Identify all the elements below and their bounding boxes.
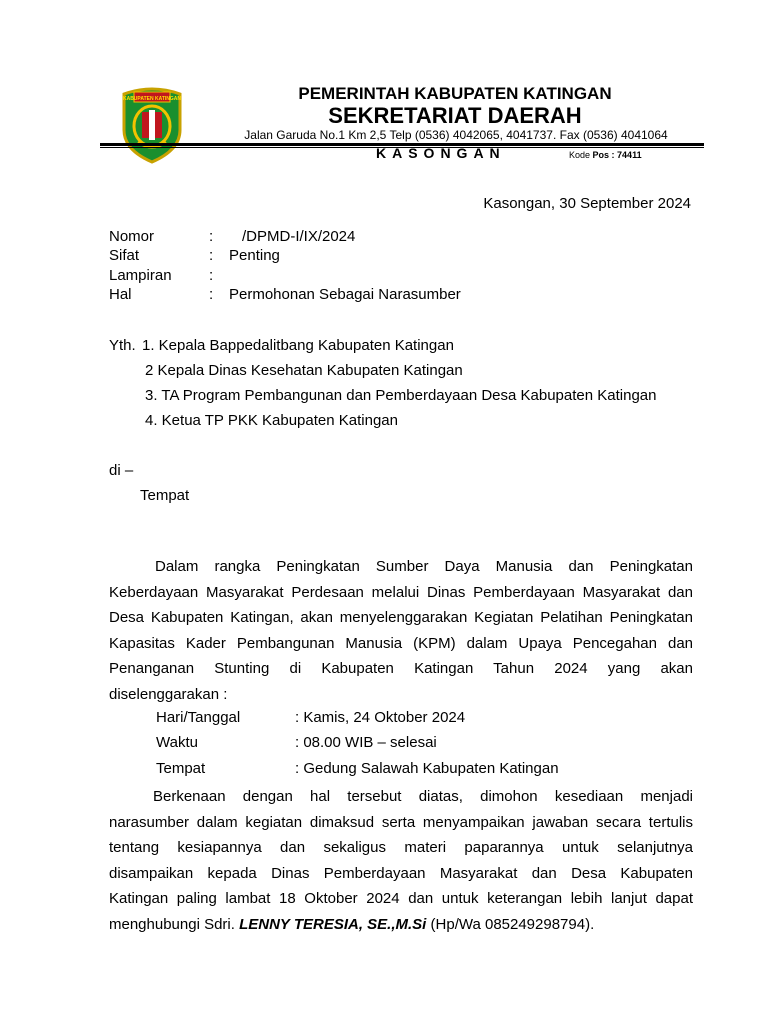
recipient-item: 4. Ketua TP PKK Kabupaten Katingan <box>145 412 398 429</box>
schedule-value-date: : Kamis, 24 Oktober 2024 <box>295 709 466 726</box>
postal-label: Kode <box>569 150 591 160</box>
letter-date: Kasongan, 30 September 2024 <box>483 195 691 212</box>
recipient-di: di – <box>109 462 134 479</box>
contact-line <box>109 912 693 938</box>
paragraph-line: diselenggarakan : <box>109 685 228 703</box>
body-paragraph-2 <box>109 784 693 937</box>
meta-value-hal: Permohonan Sebagai Narasumber <box>229 286 461 303</box>
recipient-prefix: Yth. <box>109 337 136 354</box>
schedule-label-time: Waktu <box>156 734 198 751</box>
meta-label-lampiran: Lampiran <box>109 267 172 284</box>
recipient-place: Tempat <box>140 487 190 504</box>
office-address: Jalan Garuda No.1 Km 2,5 Telp (0536) 4042065, 4041737. Fax (0536) 4041064 <box>244 128 668 142</box>
meta-sep-sifat: : <box>209 247 214 264</box>
paragraph-line: Desa Kabupaten Katingan, akan menyelenggarakan Kegiatan Pelatihan Peningkatan <box>109 609 693 626</box>
paragraph-line: Penanganan Stunting di Kabupaten Katingan Tahun 2024 yang akan <box>109 660 693 677</box>
paragraph-line: Keberdayaan Masyarakat Perdesaan melalui Dinas Pemberdayaan Masyarakat dan <box>109 583 693 601</box>
paragraph-line: Katingan paling lambat 18 Oktober 2024 dan untuk keterangan lebih lanjut dapat <box>109 890 693 907</box>
paragraph-line: disampaikan kepada Dinas Pemberdayaan Masyarakat dan Desa Kabupaten <box>109 864 693 882</box>
regency-logo <box>120 86 184 164</box>
schedule-value-time: : 08.00 WIB – selesai <box>295 734 437 751</box>
contact-name: LENNY TERESIA, SE.,M.Si <box>239 915 427 933</box>
meta-label-hal: Hal <box>109 286 132 303</box>
recipient-item: 1. Kepala Bappedalitbang Kabupaten Katingan <box>142 337 454 354</box>
schedule-label-date: Hari/Tanggal <box>156 709 241 726</box>
meta-sep-lampiran: : <box>209 267 214 284</box>
schedule-label-place: Tempat <box>156 760 206 777</box>
postal-code <box>569 150 642 160</box>
postal-value: Pos : 74411 <box>592 150 642 160</box>
office-name: SEKRETARIAT DAERAH <box>328 103 582 128</box>
logo-text: KABUPATEN KATINGAN <box>122 96 182 102</box>
paragraph-line: narasumber dalam kegiatan dimaksud serta menyampaikan jawaban secara tertulis <box>109 813 693 831</box>
meta-value-sifat: Penting <box>229 247 280 264</box>
government-name: PEMERINTAH KABUPATEN KATINGAN <box>298 84 612 103</box>
paragraph-line: Berkenaan dengan hal tersebut diatas, dimohon kesediaan menjadi <box>153 788 693 805</box>
contact-prefix: menghubungi Sdri. <box>109 915 240 933</box>
meta-value-nomor: /DPMD-I/IX/2024 <box>242 228 356 245</box>
meta-label-sifat: Sifat <box>109 247 140 264</box>
contact-suffix: (Hp/Wa 085249298794). <box>426 915 595 933</box>
recipient-item: 2 Kepala Dinas Kesehatan Kabupaten Katingan <box>145 362 463 379</box>
schedule-value-place: : Gedung Salawah Kabupaten Katingan <box>295 760 559 777</box>
paragraph-line: Dalam rangka Peningkatan Sumber Daya Manusia dan Peningkatan <box>155 558 693 575</box>
paragraph-line: tentang kesiapannya dan sekaligus materi paparannya untuk selanjutnya <box>109 839 693 856</box>
paragraph-line: Kapasitas Kader Pembangunan Manusia (KPM) dalam Upaya Pencegahan dan <box>109 634 693 652</box>
meta-sep-hal: : <box>209 286 214 303</box>
city-name: KASONGAN <box>376 145 506 161</box>
body-paragraph-1 <box>109 554 693 707</box>
meta-label-nomor: Nomor <box>109 228 155 245</box>
meta-sep-nomor: : <box>209 228 214 245</box>
recipient-item: 3. TA Program Pembangunan dan Pemberdayaan Desa Kabupaten Katingan <box>145 387 657 404</box>
